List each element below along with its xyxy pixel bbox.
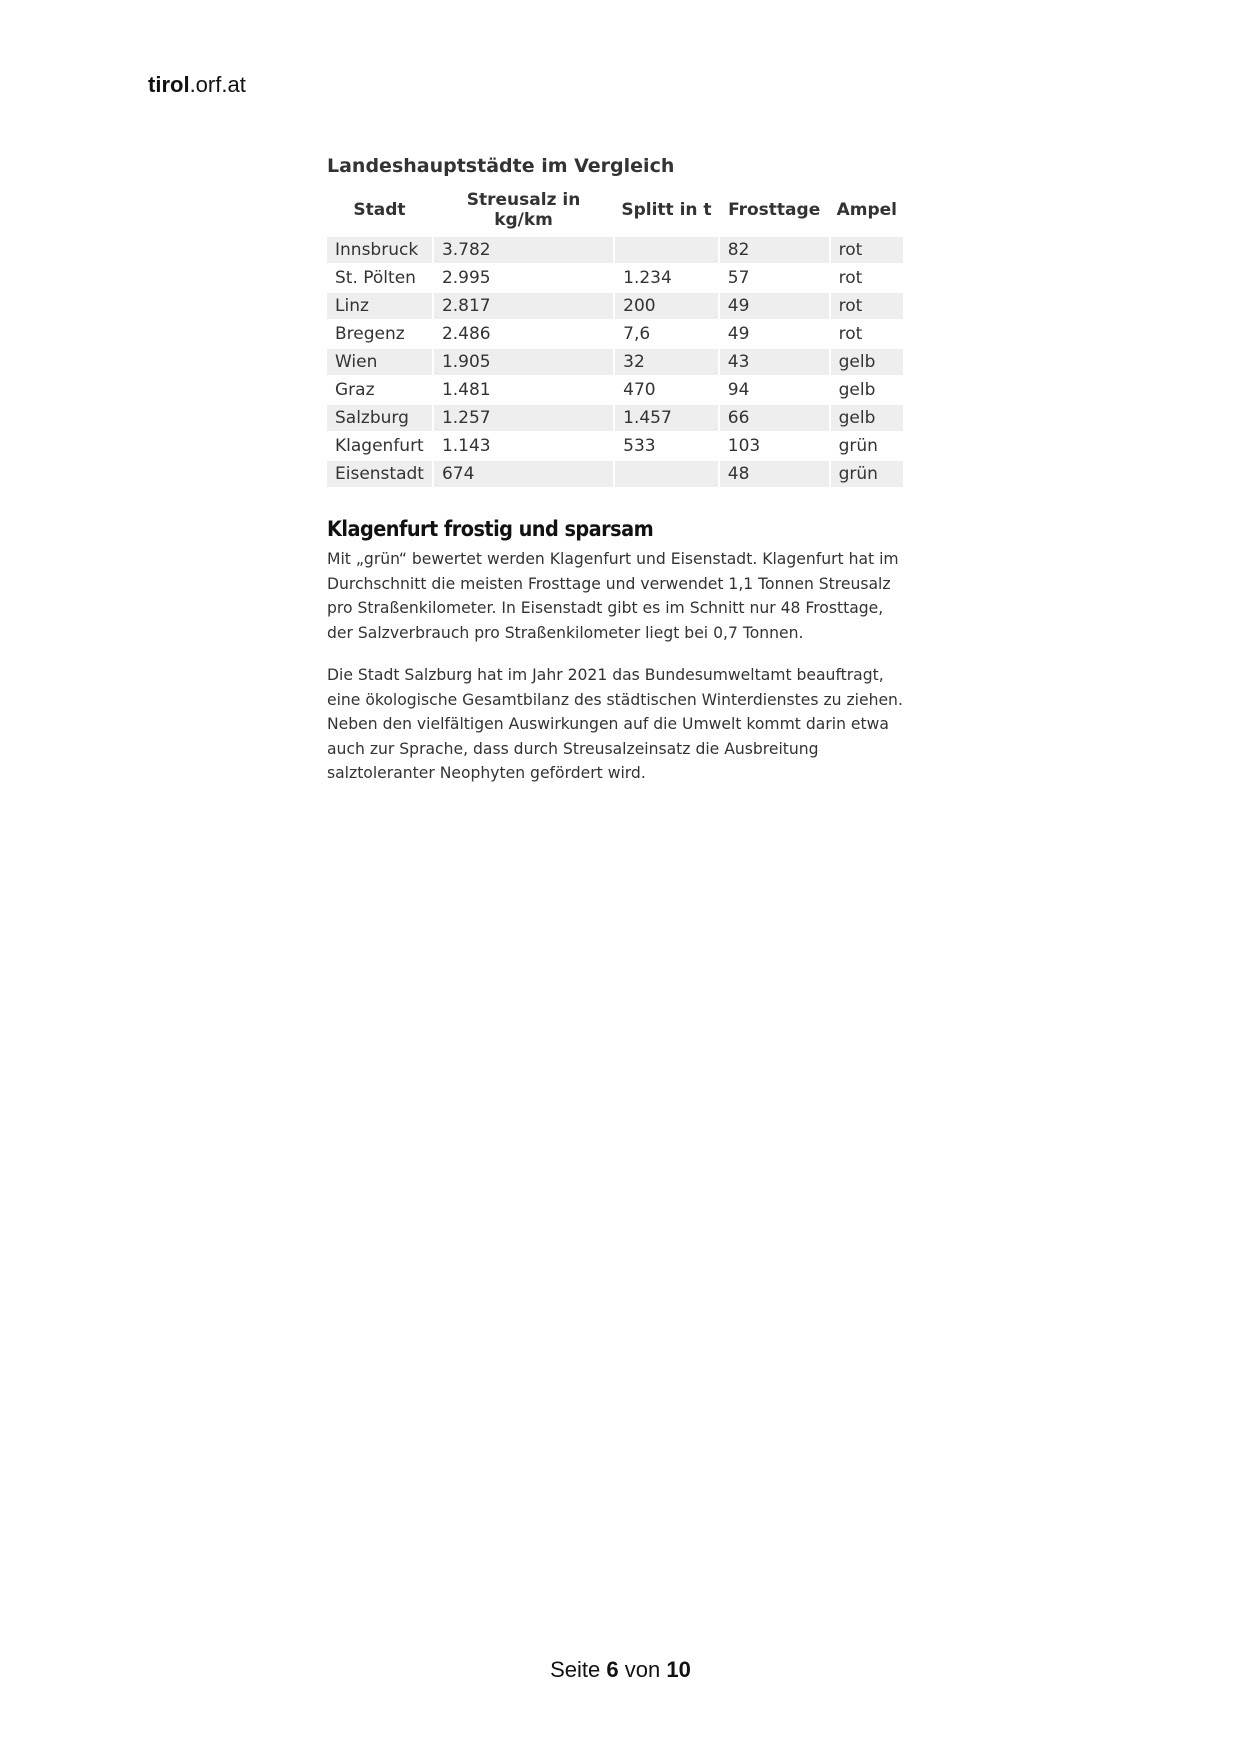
table-body [327,237,903,487]
cell-splitt: 200 [615,293,718,319]
article-content [327,155,907,804]
cell-streusalz: 2.995 [441,268,491,288]
column-header-frosttage: Frosttage [728,200,821,220]
table-row [327,405,903,431]
cell-splitt: 470 [623,380,656,400]
table-title: Landeshauptstädte im Vergleich [327,155,675,177]
cell-stadt: Klagenfurt [335,436,424,456]
comparison-table [325,185,905,489]
page-footer [0,1657,1241,1683]
table-row [327,377,903,403]
cell-ampel: grün [838,436,878,456]
cell-frosttage: 103 [727,436,761,456]
cell-frosttage: 48 [720,461,829,487]
cell-stadt: Graz [335,380,375,400]
table-header-row [327,187,903,235]
table-row [327,433,903,459]
cell-frosttage: 49 [720,293,829,319]
table-row [327,237,903,263]
cell-splitt: 7,6 [623,324,651,344]
cell-frosttage: 57 [727,268,750,288]
current-page-number: 6 [606,1657,619,1682]
footer-prefix: Seite [550,1657,601,1682]
cell-stadt: Innsbruck [327,237,432,263]
cell-frosttage: 94 [727,380,750,400]
cell-splitt: 1.457 [615,405,718,431]
cell-frosttage: 66 [720,405,829,431]
table-row [327,349,903,375]
cell-streusalz: 2.817 [434,293,613,319]
brand-domain: .orf.at [189,72,246,97]
cell-ampel: grün [831,461,903,487]
cell-ampel: gelb [838,380,876,400]
column-header-streusalz: Streusalz in kg/km [466,190,581,230]
cell-splitt: 533 [623,436,656,456]
cell-ampel: rot [831,237,903,263]
column-header-splitt: Splitt in t [621,200,712,220]
cell-ampel: gelb [831,405,903,431]
brand-bold: tirol [148,72,190,97]
cell-splitt: 1.234 [623,268,672,288]
cell-frosttage: 82 [720,237,829,263]
cell-streusalz: 1.143 [441,436,491,456]
table-row [327,461,903,487]
cell-stadt: Bregenz [335,324,405,344]
cell-streusalz: 2.486 [441,324,491,344]
cell-splitt [615,461,718,487]
cell-stadt: Eisenstadt [327,461,432,487]
site-brand [148,72,246,98]
footer-middle: von [624,1657,661,1682]
table-row [327,293,903,319]
cell-splitt [615,237,718,263]
cell-streusalz: 1.481 [441,380,491,400]
cell-stadt: Linz [327,293,432,319]
table-row [327,321,903,347]
cell-ampel: gelb [831,349,903,375]
paragraph: Mit „grün“ bewertet werden Klagenfurt und Eisenstadt. Klagenfurt hat im Durchschnitt die meisten Frosttage und verwendet 1,1 Tonnen Streusalz pro Straßenkilometer. In Eisenstadt gibt es im Schnitt nur 48 Frosttage, der Salzverbrauch pro Straßenkilometer liegt bei 0,7 Tonnen. [327,550,899,642]
cell-streusalz: 3.782 [434,237,613,263]
cell-ampel: rot [838,324,863,344]
cell-streusalz: 1.905 [434,349,613,375]
total-page-count: 10 [666,1657,691,1682]
cell-ampel: rot [838,268,863,288]
table-row [327,265,903,291]
cell-stadt: Wien [327,349,432,375]
cell-frosttage: 43 [720,349,829,375]
cell-frosttage: 49 [727,324,750,344]
cell-ampel: rot [831,293,903,319]
paragraph: Die Stadt Salzburg hat im Jahr 2021 das Bundesumweltamt beauftragt, eine ökologische Gesamtbilanz des städtischen Winterdienstes zu ziehen. Neben den vielfältigen Auswirkungen auf die Umwelt kommt darin etwa auch zur Sprache, dass durch Streusalzeinsatz die Ausbreitung salztoleranter Neophyten gefördert wird. [327,666,903,782]
cell-stadt: Salzburg [327,405,432,431]
section-heading: Klagenfurt frostig und sparsam [327,517,654,541]
cell-streusalz: 1.257 [434,405,613,431]
column-header-ampel: Ampel [836,200,897,220]
cell-splitt: 32 [615,349,718,375]
column-header-stadt: Stadt [353,200,406,220]
cell-stadt: St. Pölten [335,268,416,288]
cell-streusalz: 674 [434,461,613,487]
